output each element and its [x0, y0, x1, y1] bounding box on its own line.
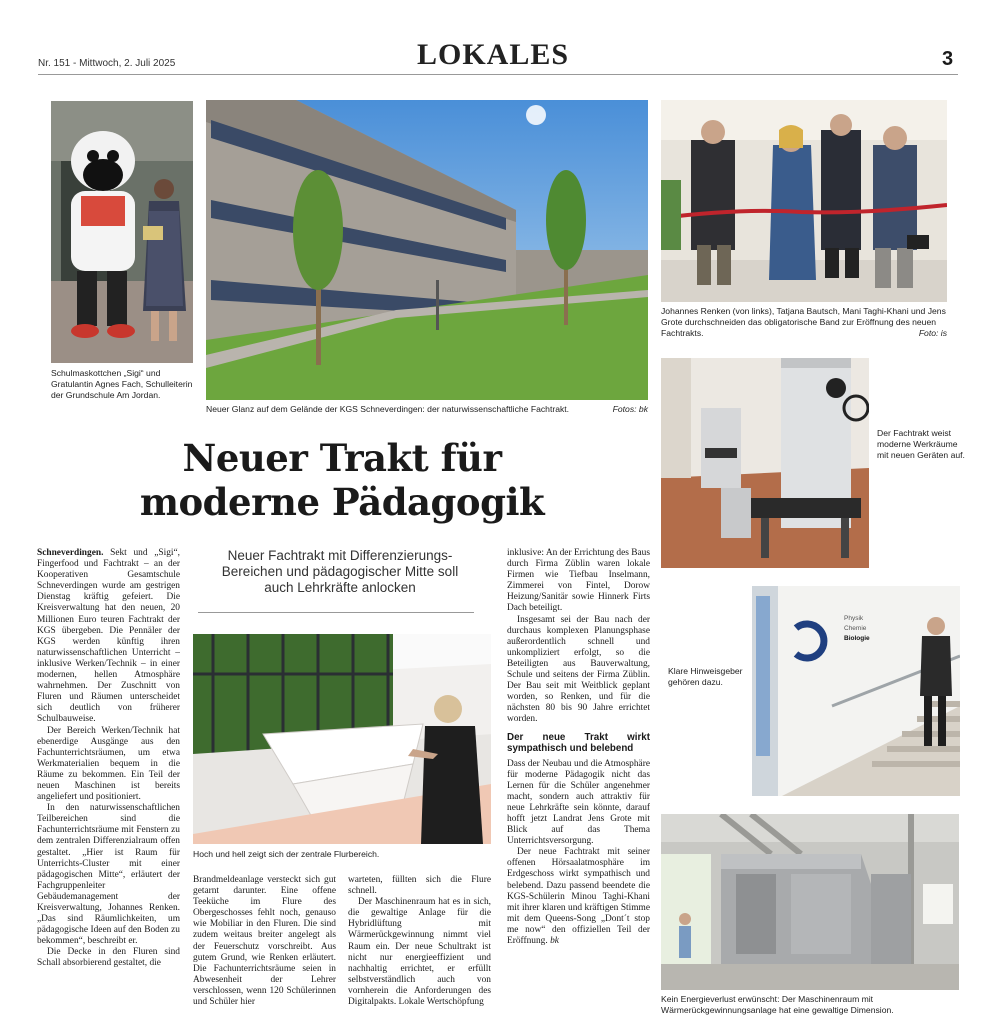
article-column-4 — [507, 548, 650, 947]
atrium-photo — [193, 634, 491, 844]
dateline: Schneverdingen. — [37, 548, 104, 558]
machine-room-photo — [661, 814, 959, 990]
col1-paragraph-4: Die Decke in den Fluren sind Schall absorbierend gestaltet, die — [37, 947, 180, 969]
section-title: LOKALES — [416, 38, 570, 71]
wayfinding-sign — [844, 614, 870, 644]
col4-subheading: Der neue Trakt wirkt sympathisch und belebend — [507, 731, 650, 754]
workshop-photo — [661, 358, 869, 568]
sign-physics: Physik — [844, 615, 864, 622]
col1-paragraph-1: Sekt und „Sigi“, Fingerfood und Fachtrakt – an der Kooperativen Gesamtschule Schneverdingen wurde am gestrigen Dienstag kräftig gefeiert. Die Kreisverwaltung hat den neuen, 20 Millionen Euro teuren Fachtrakt der KGS übergeben. Die Pennäler der KGS werden künftig ihren naturwissenschaftlichen Unterricht – inklusive Werken/Technik – in einer modernen, hellen Atmosphäre wahrnehmen. Der Zuschnitt von Fluren und Räumen unterscheidet sich deutlich von früherer Schulbauweise. — [37, 548, 180, 725]
page-number: 3 — [942, 48, 954, 70]
building-caption — [206, 404, 648, 415]
building-credit: Fotos: bk — [612, 404, 648, 414]
article-column-1 — [37, 548, 180, 970]
machine-room-caption: Kein Energieverlust erwünscht: Der Maschinenraum mit Wärmerückgewinnungsanlage hat eine gewaltige Dimension. — [661, 994, 894, 1015]
col4-paragraph-4: Der neue Fachtrakt mit seiner offenen Hörsaalatmosphäre im Erdgeschoss wirkt sympathisch und belebend. Dazu passend beendete die KGS-Schülerin Minou Taghi-Khani mit ihrer klaren und kräftigen Stimme mit dem Queens-Song „Dont´t stop me now“ den offiziellen Teil der Eröffnung. — [507, 847, 650, 946]
header-rule — [38, 74, 958, 75]
col1-paragraph-3: In den naturwissenschaftlichen Teilbereichen sind die Fachunterrichtsräume mit Fenstern zu dem zentralen Differenzialraum offen gestaltet. „Hier ist Raum für Unterrichts-Cluster mit einer pädagogischen Mitte“, erläutert der Fachgruppenleiter Gebäudemanagement der Kreisverwaltung, Johannes Renken. „Das sind Räumlichkeiten, um pädagogische Ideen auf den Boden zu bekommen“, beschreibt er. — [37, 803, 180, 947]
headline-line-1: Neuer Trakt für — [182, 436, 502, 480]
col4-paragraph-2: Insgesamt sei der Bau nach der durchaus komplexen Planungsphase außerordentlich schnell und unkompliziert erfolgt, so die Beteiligten aus Bauverwaltung, Schule und seitens der Firma Züblin. Der Bau seit mit Weitblick geplant worden, so Renken, und für die nächsten 80 bis 90 Jahre errichtet worden. — [507, 614, 650, 725]
issue-info: Nr. 151 - Mittwoch, 2. Juli 2025 — [38, 58, 176, 69]
headline — [36, 436, 648, 524]
col3-paragraph-2: Der Maschinenraum hat es in sich, die gewaltige Anlage für die Hybridlüftung mit Wärmerückgewinnung nimmt viel Raum ein. Der neue Schultrakt ist nicht nur energieeffizient und nachhaltig errichtet, er erfüllt selbstverständlich auch von vornherein die Anforderungen des Digitalpakts. Lokale Wertschöpfung — [348, 897, 491, 1008]
mascot-photo — [51, 101, 193, 363]
subheadline: Neuer Fachtrakt mit Differenzierungs-Bereichen und pädagogischer Mitte soll auch Lehrkräfte anlocken — [221, 548, 459, 595]
ribbon-photo — [661, 100, 947, 302]
col4-paragraph-1: inklusive: An der Errichtung des Baus durch Firma Züblin waren lokale Firmen wie Tiefbau Inselmann, Zimmerei von Fintel, Dorow Heizung/Sanitär sowie Hinnerk Firts Dach beteiligt. — [507, 548, 650, 614]
building-caption-text: Neuer Glanz auf dem Gelände der KGS Schneverdingen: der naturwissenschaftliche Fachtrakt. — [206, 404, 570, 414]
article-column-3 — [348, 875, 491, 1008]
mascot-caption: Schulmaskottchen „Sigi“ und Gratulantin Agnes Fach, Schulleiterin der Grundschule Am Jordan. — [51, 368, 193, 400]
stairs-caption: Klare Hinweisgeber gehören dazu. — [668, 666, 743, 687]
col2-paragraph-1: Brandmeldeanlage versteckt sich gut getarnt darunter. Eine offene Teeküche im Flure des Obergeschosses fehlt noch, genauso wie Mobiliar in den Fluren. Die sind zudem weitaus breiter angelegt als der Feuerschutz vorschreibt. Aus gutem Grund, wie Renken erläutert. Die Fachunterrichtsräume seien in Abwesenheit der Lehrer verschlossen, wenn 120 Schülerinnen und Schüler hier — [193, 875, 336, 1008]
sign-biology: Biologie — [844, 635, 870, 642]
article-column-2 — [193, 875, 336, 1008]
subhead-rule — [198, 612, 474, 613]
atrium-caption: Hoch und hell zeigt sich der zentrale Flurbereich. — [193, 849, 380, 859]
workshop-caption: Der Fachtrakt weist moderne Werkräume mit neuen Geräten auf. — [877, 428, 965, 460]
col4-paragraph-3: Dass der Neubau und die Atmosphäre für moderne Pädagogik nicht das Lernen für die Schüler angenehmer macht, sondern auch attraktiv für neue Lehrkräfte sein könnte, darauf hofft jetzt Landrat Jens Grote mit Blick auf das Thema Unterrichtsversorgung. — [507, 758, 650, 847]
stairs-photo — [752, 586, 960, 796]
col1-paragraph-2: Der Bereich Werken/Technik hat ebenerdige Ausgänge aus den Fachunterrichtsräumen, um etwa Werkmaterialien bequem in die Räume zu bekommen. Ein Teil der neuen Maschinen ist bereits angeliefert und positioniert. — [37, 725, 180, 803]
author-initials: bk — [550, 936, 559, 946]
building-photo — [206, 100, 648, 400]
ribbon-caption-text: Johannes Renken (von links), Tatjana Bautsch, Mani Taghi-Khani und Jens Grote durchschneiden das obligatorische Band zur Eröffnung des neuen Fachtrakts. — [661, 306, 946, 338]
sign-chemistry: Chemie — [844, 625, 867, 632]
ribbon-credit: Foto: is — [918, 328, 947, 338]
col3-paragraph-1: warteten, füllten sich die Flure schnell. — [348, 875, 491, 897]
ribbon-caption — [661, 306, 947, 339]
headline-line-2: moderne Pädagogik — [139, 480, 545, 524]
